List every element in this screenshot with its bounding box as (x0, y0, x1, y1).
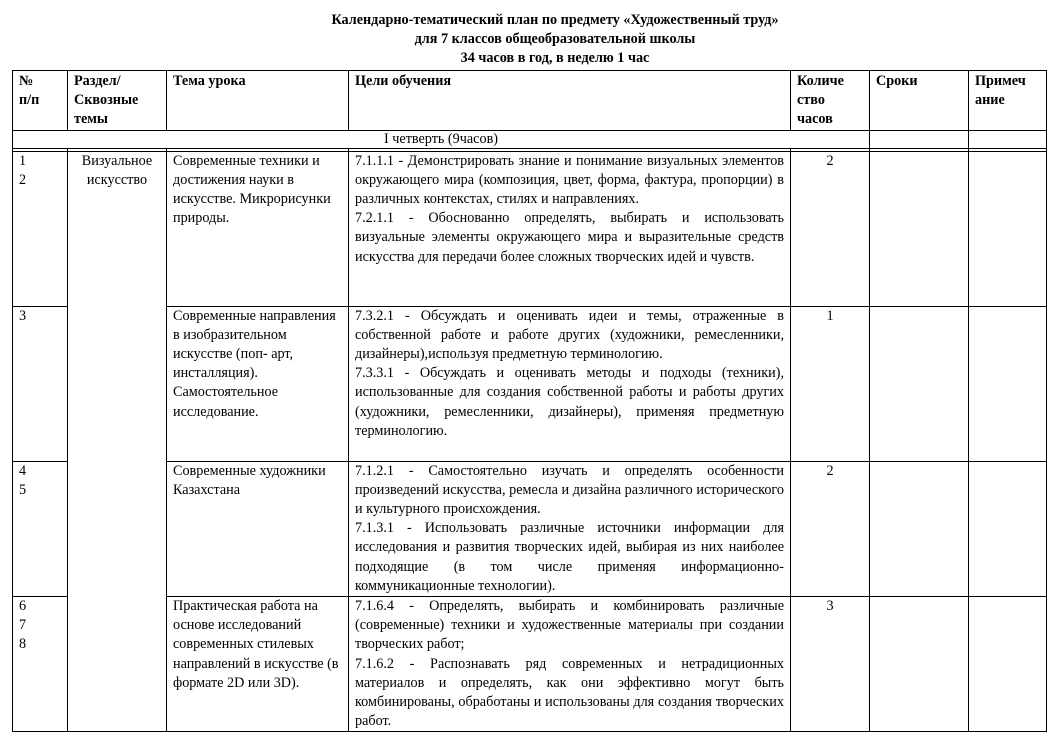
plan-table (12, 70, 1047, 732)
table-row (13, 306, 1047, 461)
topic-cell: Современные направления в изобразительном искусстве (поп- арт, инсталляция). Самостоятельное исследование. (167, 306, 349, 461)
goals-cell: 7.1.2.1 - Самостоятельно изучать и определять особенности произведений искусства, ремесла и дизайна различного исторического и культурного происхождения. 7.1.3.1 - Использовать различные источники информации для исследования и развития творческих идей, выбирая из них наиболее подходящие (в том числе применяя информационно-коммуникационные технологии). (349, 461, 791, 596)
hours-cell: 1 (791, 306, 870, 461)
hours-cell: 2 (791, 151, 870, 306)
dates-cell (870, 461, 969, 596)
topic-cell: Современные художники Казахстана (167, 461, 349, 596)
dates-cell (870, 151, 969, 306)
header-row (13, 71, 1047, 131)
quarter-dates-cell (870, 130, 969, 148)
table-row (13, 597, 1047, 732)
header-topic: Тема урока (167, 71, 349, 131)
goals-cell: 7.1.6.4 - Определять, выбирать и комбинировать различные (современные) техники и художественные материалы при создании творческих работ; 7.1.6.2 - Распознавать ряд современных и нетрадиционных материалов и определять, как они эффективно могут быть комбинированы, обработаны и использованы для создания творческих работ. (349, 597, 791, 732)
section-cell: Визуальное искусство (68, 151, 167, 732)
notes-cell (969, 151, 1047, 306)
notes-cell (969, 306, 1047, 461)
goals-cell: 7.1.1.1 - Демонстрировать знание и понимание визуальных элементов окружающего мира (композиция, цвет, форма, фактура, пропорции) в различных контекстах, стилях и направлениях. 7.2.1.1 - Обоснованно определять, выбирать и использовать визуальные элементы окружающего мира и выразительные средств искусства для передачи более сложных творческих идей и чувств. (349, 151, 791, 306)
row-number-cell: 4 5 (13, 461, 68, 596)
quarter-label: I четверть (9часов) (13, 130, 870, 148)
table-row (13, 461, 1047, 596)
topic-cell: Современные техники и достижения науки в искусстве. Микрорисунки природы. (167, 151, 349, 306)
header-section: Раздел/ Сквозные темы (68, 71, 167, 131)
notes-cell (969, 597, 1047, 732)
dates-cell (870, 597, 969, 732)
document-title (0, 11, 1059, 68)
quarter-row (13, 130, 1047, 148)
title-line-2: для 7 классов общеобразовательной школы (414, 31, 696, 47)
hours-cell: 3 (791, 597, 870, 732)
dates-cell (870, 306, 969, 461)
row-number-cell: 3 (13, 306, 68, 461)
row-number-cell: 1 2 (13, 151, 68, 306)
topic-cell: Практическая работа на основе исследований современных стилевых направлений в искусстве (в формате 2D или 3D). (167, 597, 349, 732)
title-line-3: 34 часов в год, в неделю 1 час (460, 50, 650, 66)
header-goals: Цели обучения (349, 71, 791, 131)
row-number-cell: 6 7 8 (13, 597, 68, 732)
header-dates: Сроки (870, 71, 969, 131)
notes-cell (969, 461, 1047, 596)
goals-cell: 7.3.2.1 - Обсуждать и оценивать идеи и темы, отраженные в собственной работе и работе других (художники, ремесленники, дизайнеры),используя предметную терминологию. 7.3.3.1 - Обсуждать и оценивать методы и подходы (техники), использованные для создания собственной работы и работы других (художники, ремесленники, дизайнеры), применяя предметную терминологию. (349, 306, 791, 461)
header-hours: Количе ство часов (791, 71, 870, 131)
header-notes: Примеч ание (969, 71, 1047, 131)
title-line-1: Календарно-тематический план по предмету «Художественный труд» (331, 12, 779, 28)
hours-cell: 2 (791, 461, 870, 596)
table-row (13, 151, 1047, 306)
header-num: № п/п (13, 71, 68, 131)
quarter-notes-cell (969, 130, 1047, 148)
